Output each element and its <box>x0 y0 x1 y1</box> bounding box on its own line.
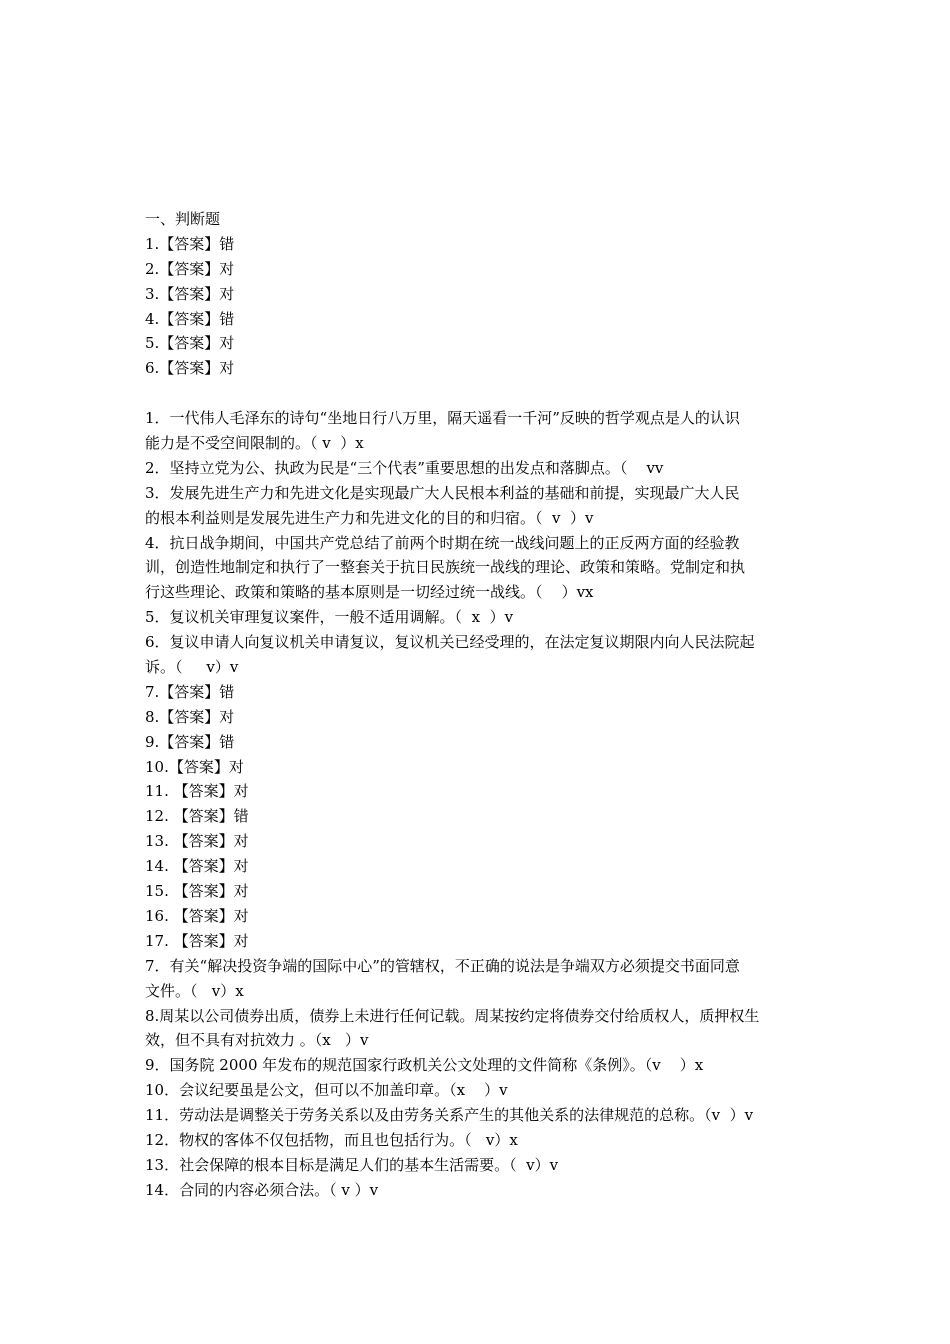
text-line: 14．合同的内容必须合法。（ v ）v <box>145 1180 379 1199</box>
text-line: 7．有关“解决投资争端的国际中心”的管辖权，不正确的说法是争端双方必须提交书面同意 <box>145 956 740 975</box>
text-line: 3.【答案】对 <box>145 284 235 303</box>
text-line: 12. 【答案】错 <box>145 807 249 826</box>
text-line: 10.【答案】对 <box>145 757 244 776</box>
text-line: 4.【答案】错 <box>145 309 235 328</box>
text-line: 行这些理论、政策和策略的基本原则是一切经过统一战线。（ ）vx <box>145 583 594 602</box>
text-line: 12．物权的客体不仅包括物，而且也包括行为。（ v）x <box>145 1130 518 1149</box>
text-line: 17. 【答案】对 <box>145 931 249 950</box>
text-line: 2．坚持立党为公、执政为民是“三个代表”重要思想的出发点和落脚点。（ vv <box>145 458 664 477</box>
document-body <box>145 207 815 1203</box>
text-line: 3．发展先进生产力和先进文化是实现最广大人民根本利益的基础和前提，实现最广大人民 <box>145 483 740 502</box>
text-line: 8.周某以公司债券出质，债券上未进行任何记载。周某按约定将债券交付给质权人，质押权生 <box>145 1006 760 1025</box>
text-line: 15. 【答案】对 <box>145 882 249 901</box>
text-line: 9．国务院 2000 年发布的规范国家行政机关公文处理的文件简称《条例》。（v ）x <box>145 1056 704 1075</box>
text-line: 效，但不具有对抗效力 。（x ）v <box>145 1031 369 1050</box>
text-line: 1.【答案】错 <box>145 234 235 253</box>
text-line: 能力是不受空间限制的。（ v ）x <box>145 434 364 453</box>
text-line: 文件。（ v）x <box>145 981 244 1000</box>
text-line: 11．劳动法是调整关于劳务关系以及由劳务关系产生的其他关系的法律规范的总称。（v ）v <box>145 1106 754 1125</box>
text-line: 8.【答案】对 <box>145 707 235 726</box>
text-line: 16. 【答案】对 <box>145 906 249 925</box>
text-line: 13. 【答案】对 <box>145 832 249 851</box>
text-line: 5．复议机关审理复议案件，一般不适用调解。（ x ）v <box>145 608 514 627</box>
text-line: 10．会议纪要虽是公文，但可以不加盖印章。（x ）v <box>145 1081 508 1100</box>
text-line: 诉。（ v）v <box>145 658 239 677</box>
text-line: 6．复议申请人向复议机关申请复议，复议机关已经受理的，在法定复议期限内向人民法院起 <box>145 633 755 652</box>
text-line: 7.【答案】错 <box>145 682 235 701</box>
text-line: 6.【答案】对 <box>145 359 235 378</box>
text-line: 一、判断题 <box>145 210 221 228</box>
text-line: 14. 【答案】对 <box>145 857 249 876</box>
text-line: 5.【答案】对 <box>145 334 235 353</box>
text-line: 训，创造性地制定和执行了一整套关于抗日民族统一战线的理论、政策和策略。党制定和执 <box>145 558 746 577</box>
text-line: 4．抗日战争期间，中国共产党总结了前两个时期在统一战线问题上的正反两方面的经验教 <box>145 533 740 552</box>
text-line: 2.【答案】对 <box>145 259 235 278</box>
text-line: 的根本利益则是发展先进生产力和先进文化的目的和归宿。（ v ）v <box>145 508 594 527</box>
blank-line <box>145 381 815 406</box>
text-line: 9.【答案】错 <box>145 732 235 751</box>
text-line: 13．社会保障的根本目标是满足人们的基本生活需要。（ v）v <box>145 1155 559 1174</box>
text-line: 11. 【答案】对 <box>145 782 249 801</box>
text-line: 1．一代伟人毛泽东的诗句“坐地日行八万里，隔天遥看一千河”反映的哲学观点是人的认识 <box>145 409 740 428</box>
